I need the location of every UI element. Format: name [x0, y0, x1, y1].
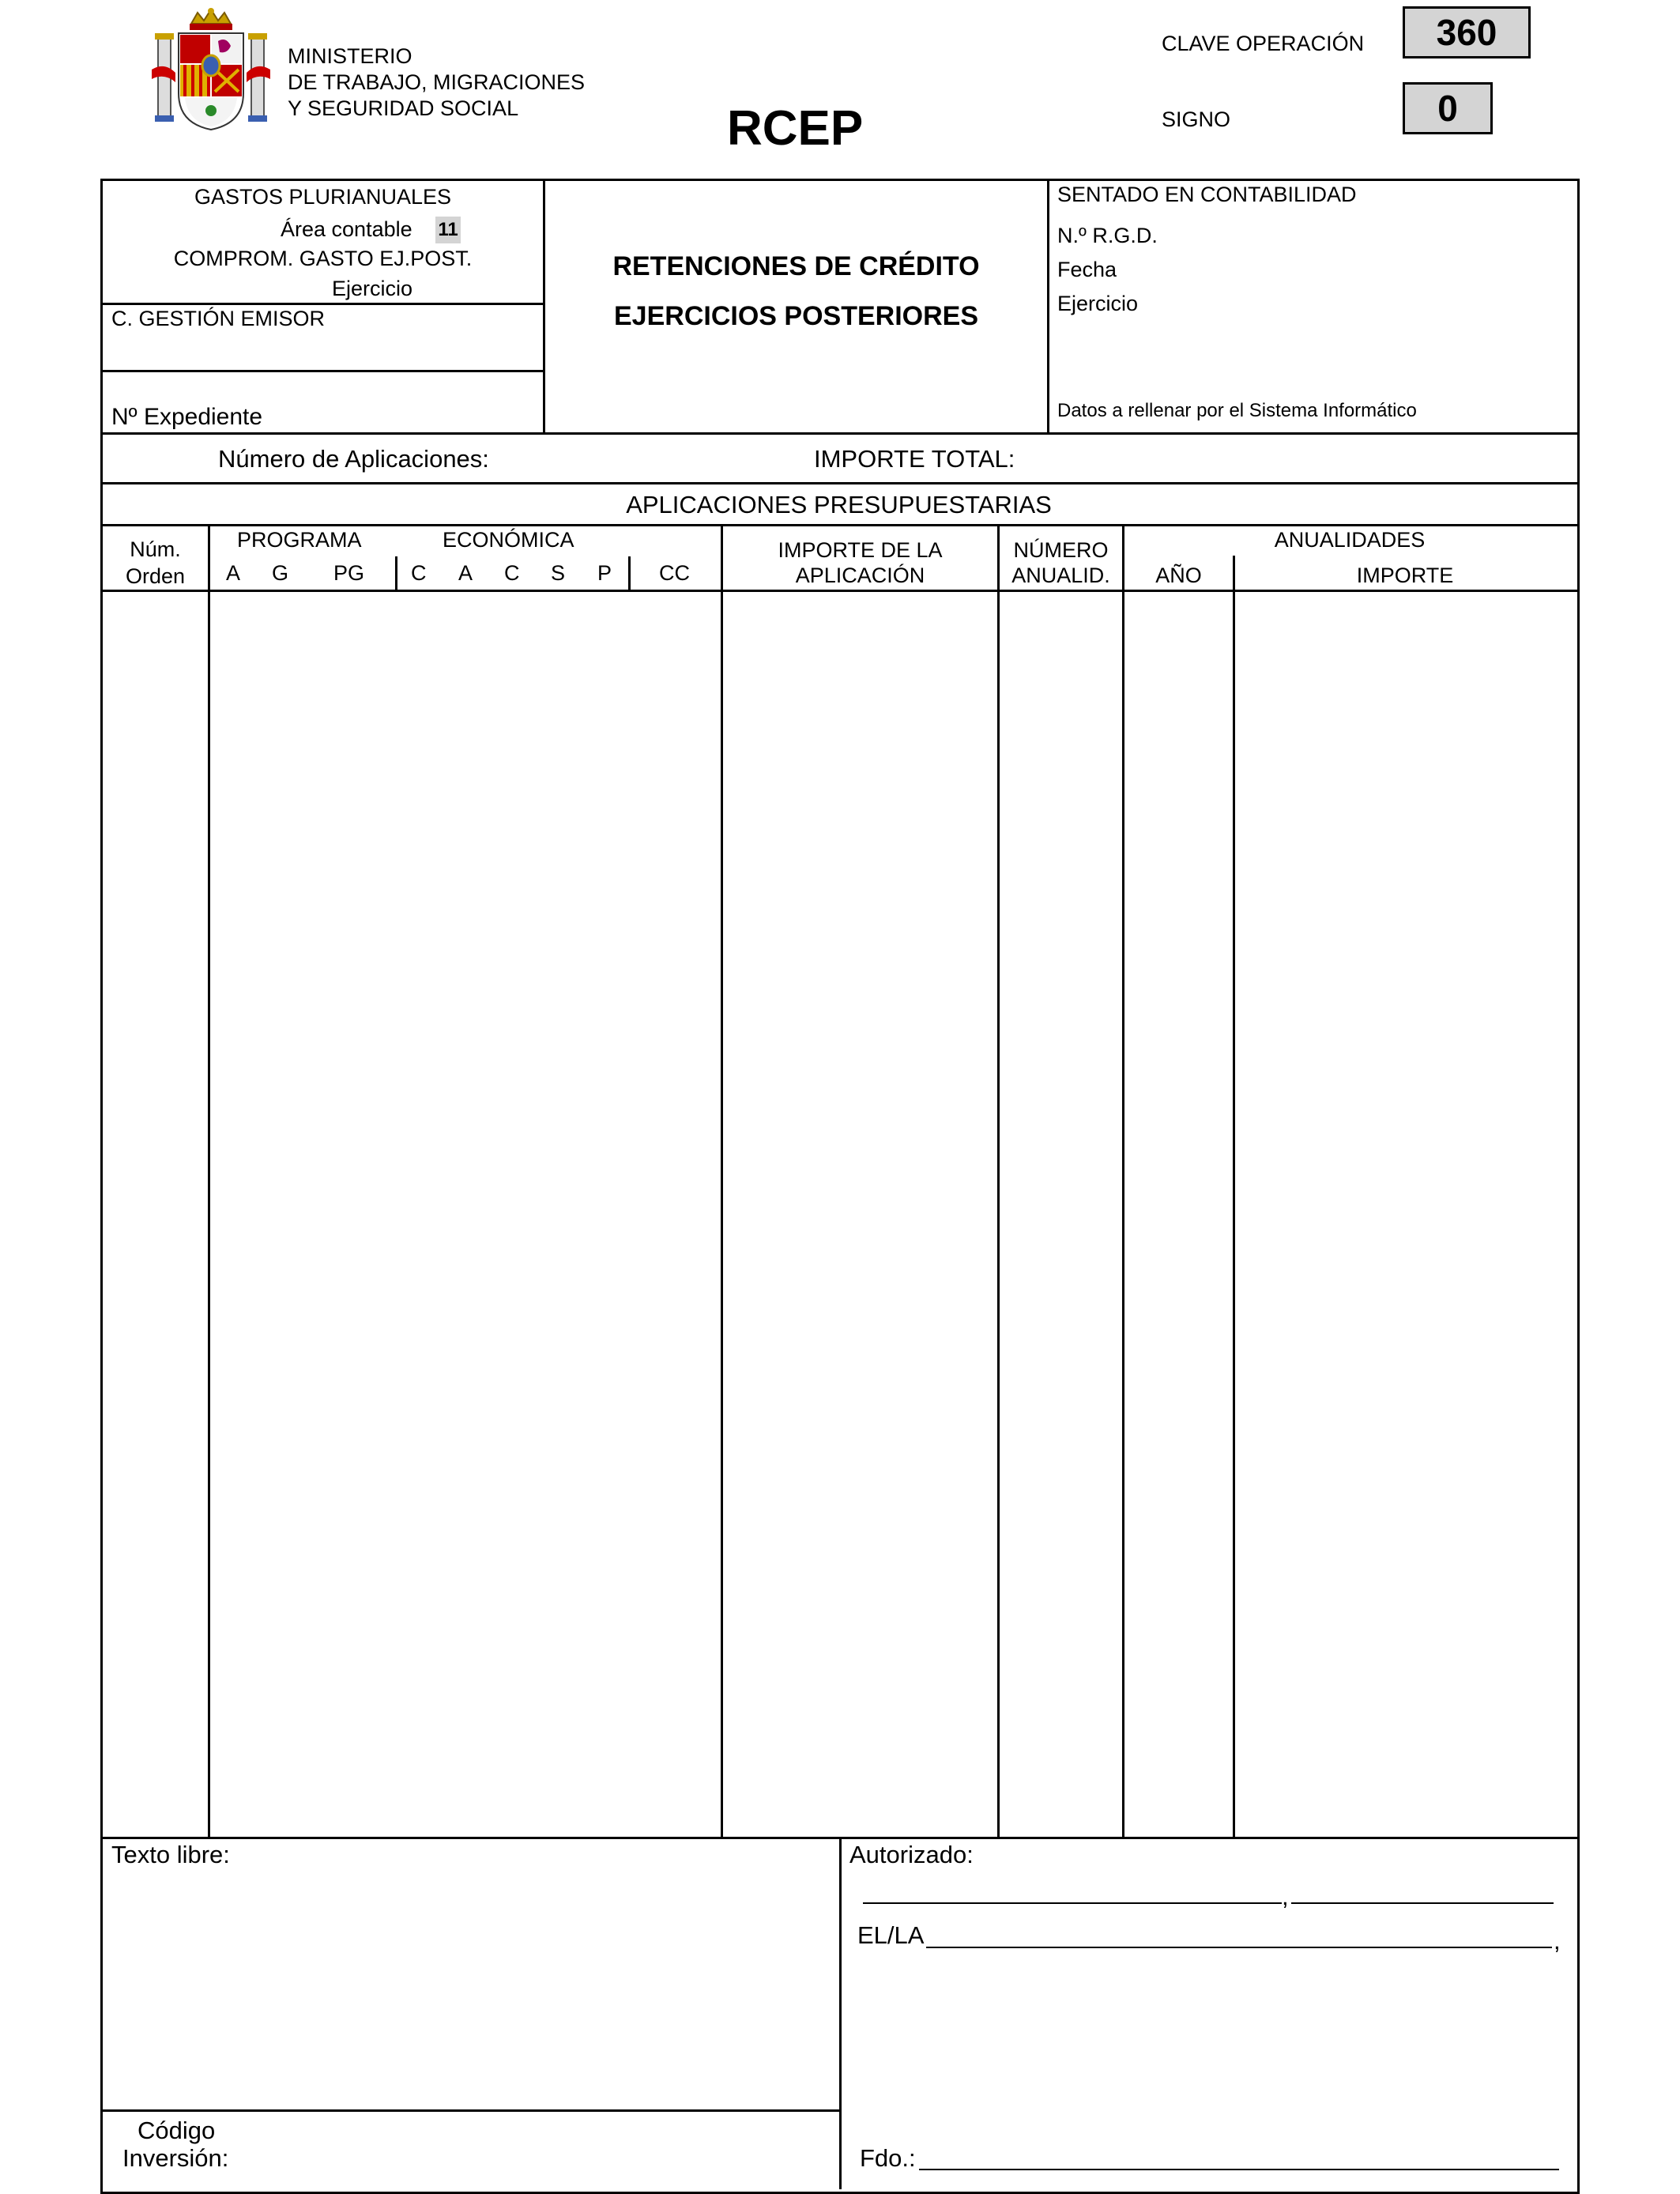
clave-operacion-label: CLAVE OPERACIÓN: [1162, 32, 1365, 55]
col-importe-anualidad-label: IMPORTE: [1356, 564, 1454, 587]
fdo-label: Fdo.:: [860, 2144, 916, 2172]
aplicaciones-title: APLICACIONES PRESUPUESTARIAS: [626, 491, 1052, 518]
divider: [100, 482, 1577, 484]
lugar-line[interactable]: [863, 1902, 1282, 1904]
gestion-emisor-label: C. GESTIÓN EMISOR: [111, 307, 326, 330]
divider: [1047, 179, 1049, 435]
col-economica-label: ECONÓMICA: [443, 528, 574, 552]
area-contable-value: 11: [435, 217, 461, 243]
inversion-label: Inversión:: [122, 2144, 229, 2172]
sub-a2-label: A: [458, 561, 473, 585]
signo-label: SIGNO: [1162, 107, 1231, 131]
signo-value: 0: [1403, 82, 1493, 134]
form-title-line2: EJERCICIOS POSTERIORES: [614, 301, 978, 331]
col-num-label: Núm.: [130, 537, 181, 561]
sub-c-label: C: [411, 561, 427, 585]
cargo-line[interactable]: [926, 1947, 1552, 1948]
col-numero-line2: ANUALID.: [1011, 564, 1110, 587]
subcolumn-divider: [628, 556, 631, 590]
texto-libre-label: Texto libre:: [111, 1841, 230, 1868]
form-title-line1: RETENCIONES DE CRÉDITO: [612, 251, 980, 281]
sub-a-label: A: [226, 561, 241, 585]
col-numero-line1: NÚMERO: [1013, 538, 1109, 562]
sub-p-label: P: [597, 561, 612, 585]
sub-pg-label: PG: [333, 561, 365, 585]
table-body-importe-anualidad[interactable]: [1235, 592, 1575, 1837]
autorizado-label: Autorizado:: [849, 1841, 974, 1868]
el-la-label: EL/LA: [857, 1921, 925, 1949]
col-anualidades-label: ANUALIDADES: [1274, 528, 1426, 552]
table-body-importe[interactable]: [723, 592, 997, 1837]
num-aplicaciones-label: Número de Aplicaciones:: [218, 445, 489, 473]
ministry-line2: DE TRABAJO, MIGRACIONES: [288, 70, 586, 94]
table-body-num-orden[interactable]: [103, 592, 208, 1837]
comma-separator: ,: [1282, 1883, 1289, 1910]
col-orden-label: Orden: [125, 564, 186, 588]
divider: [100, 370, 545, 372]
sub-g-label: G: [272, 561, 289, 585]
ministry-line1: MINISTERIO: [288, 44, 412, 68]
col-ano-label: AÑO: [1155, 564, 1202, 587]
firma-line[interactable]: [919, 2169, 1559, 2170]
ejercicio-label: Ejercicio: [332, 277, 413, 300]
gastos-plurianuales-label: GASTOS PLURIANUALES: [194, 185, 452, 209]
table-body-numero-anualid[interactable]: [1000, 592, 1122, 1837]
divider: [100, 303, 545, 305]
fecha-line[interactable]: [1291, 1902, 1554, 1904]
importe-total-label: IMPORTE TOTAL:: [814, 445, 1015, 473]
divider: [839, 1837, 842, 2189]
coat-of-arms-logo: [152, 6, 270, 133]
codigo-inversion-field[interactable]: [245, 2126, 830, 2173]
sistema-note: Datos a rellenar por el Sistema Informático: [1057, 400, 1417, 421]
divider: [100, 2109, 842, 2112]
clave-operacion-value: 360: [1403, 6, 1531, 58]
codigo-label: Código: [137, 2117, 216, 2144]
rgd-label: N.º R.G.D.: [1057, 224, 1158, 247]
ministry-line3: Y SEGURIDAD SOCIAL: [288, 96, 519, 120]
fecha-label: Fecha: [1057, 258, 1117, 281]
divider: [100, 524, 1577, 526]
form-code: RCEP: [727, 101, 864, 156]
subcolumn-divider: [395, 556, 397, 590]
comma-separator-2: ,: [1554, 1927, 1561, 1955]
ejercicio-rgd-label: Ejercicio: [1057, 292, 1139, 315]
comprom-gasto-label: COMPROM. GASTO EJ.POST.: [173, 247, 473, 270]
sub-c2-label: C: [504, 561, 520, 585]
col-importe-line2: APLICACIÓN: [795, 564, 925, 587]
expediente-label: Nº Expediente: [111, 404, 263, 430]
table-body-ano[interactable]: [1124, 592, 1233, 1837]
area-contable-label: Área contable: [281, 217, 412, 241]
col-importe-line1: IMPORTE DE LA: [778, 538, 943, 562]
table-body-programa-economica[interactable]: [210, 592, 721, 1837]
col-programa-label: PROGRAMA: [237, 528, 362, 552]
sub-s-label: S: [551, 561, 566, 585]
texto-libre-field[interactable]: [111, 1875, 831, 2104]
divider: [100, 432, 1577, 435]
sub-cc-label: CC: [659, 561, 690, 585]
sentado-contabilidad-label: SENTADO EN CONTABILIDAD: [1057, 183, 1357, 206]
